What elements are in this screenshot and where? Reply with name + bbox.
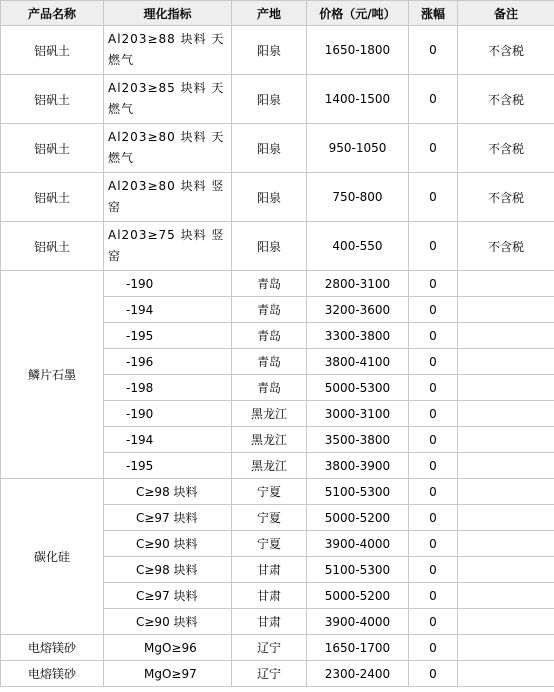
table-row (1, 635, 554, 661)
spec-cell: C≥90 块料 (104, 609, 232, 635)
change-cell: 0 (409, 505, 458, 531)
note-cell (458, 531, 554, 557)
price-cell: 2800-3100 (307, 271, 409, 297)
origin-cell: 阳泉 (232, 26, 307, 75)
spec-cell: Al203≥80 块料 竖窑 (104, 173, 232, 222)
change-cell: 0 (409, 479, 458, 505)
origin-cell: 黑龙江 (232, 453, 307, 479)
spec-cell: Al203≥80 块料 天燃气 (104, 124, 232, 173)
spec-cell: -194 (104, 427, 232, 453)
price-cell: 1650-1700 (307, 635, 409, 661)
note-cell (458, 453, 554, 479)
note-cell (458, 323, 554, 349)
note-cell (458, 271, 554, 297)
header-note: 备注 (458, 1, 554, 26)
price-cell: 3800-3900 (307, 453, 409, 479)
table-row (1, 661, 554, 687)
origin-cell: 黑龙江 (232, 401, 307, 427)
spec-cell: C≥98 块料 (104, 479, 232, 505)
spec-cell: -190 (104, 401, 232, 427)
table-row (1, 271, 554, 297)
note-cell (458, 583, 554, 609)
spec-cell: C≥97 块料 (104, 505, 232, 531)
change-cell: 0 (409, 124, 458, 173)
table-row (1, 173, 554, 222)
note-cell: 不含税 (458, 173, 554, 222)
table-row (1, 479, 554, 505)
price-cell: 3200-3600 (307, 297, 409, 323)
change-cell: 0 (409, 531, 458, 557)
change-cell: 0 (409, 635, 458, 661)
note-cell (458, 479, 554, 505)
spec-cell: -198 (104, 375, 232, 401)
note-cell: 不含税 (458, 75, 554, 124)
change-cell: 0 (409, 323, 458, 349)
product-name-cell: 电熔镁砂 (1, 661, 104, 687)
price-cell: 3900-4000 (307, 531, 409, 557)
price-cell: 5100-5300 (307, 479, 409, 505)
origin-cell: 甘肃 (232, 557, 307, 583)
header-row (1, 1, 554, 26)
change-cell: 0 (409, 26, 458, 75)
origin-cell: 甘肃 (232, 609, 307, 635)
price-cell: 1650-1800 (307, 26, 409, 75)
origin-cell: 宁夏 (232, 531, 307, 557)
table-row (1, 124, 554, 173)
spec-cell: C≥98 块料 (104, 557, 232, 583)
change-cell: 0 (409, 222, 458, 271)
header-origin: 产地 (232, 1, 307, 26)
note-cell: 不含税 (458, 26, 554, 75)
price-cell: 5000-5200 (307, 583, 409, 609)
origin-cell: 阳泉 (232, 75, 307, 124)
price-cell: 5100-5300 (307, 557, 409, 583)
spec-cell: -194 (104, 297, 232, 323)
product-name-cell: 电熔镁砂 (1, 635, 104, 661)
spec-cell: -195 (104, 323, 232, 349)
header-spec: 理化指标 (104, 1, 232, 26)
origin-cell: 青岛 (232, 375, 307, 401)
price-cell: 5000-5200 (307, 505, 409, 531)
change-cell: 0 (409, 271, 458, 297)
change-cell: 0 (409, 349, 458, 375)
spec-cell: Al203≥88 块料 天燃气 (104, 26, 232, 75)
price-cell: 3900-4000 (307, 609, 409, 635)
change-cell: 0 (409, 297, 458, 323)
price-cell: 750-800 (307, 173, 409, 222)
note-cell: 不含税 (458, 124, 554, 173)
spec-cell: C≥90 块料 (104, 531, 232, 557)
spec-cell: MgO≥96 (104, 635, 232, 661)
spec-cell: C≥97 块料 (104, 583, 232, 609)
table-row (1, 222, 554, 271)
note-cell (458, 349, 554, 375)
product-name-cell: 铝矾土 (1, 124, 104, 173)
note-cell (458, 505, 554, 531)
change-cell: 0 (409, 75, 458, 124)
change-cell: 0 (409, 661, 458, 687)
header-change: 涨幅 (409, 1, 458, 26)
origin-cell: 阳泉 (232, 173, 307, 222)
product-name-cell: 铝矾土 (1, 173, 104, 222)
change-cell: 0 (409, 583, 458, 609)
origin-cell: 青岛 (232, 297, 307, 323)
product-name-cell: 碳化硅 (1, 479, 104, 635)
change-cell: 0 (409, 557, 458, 583)
origin-cell: 宁夏 (232, 479, 307, 505)
note-cell (458, 375, 554, 401)
origin-cell: 黑龙江 (232, 427, 307, 453)
change-cell: 0 (409, 401, 458, 427)
note-cell (458, 401, 554, 427)
spec-cell: Al203≥85 块料 天燃气 (104, 75, 232, 124)
price-cell: 1400-1500 (307, 75, 409, 124)
change-cell: 0 (409, 173, 458, 222)
change-cell: 0 (409, 609, 458, 635)
origin-cell: 青岛 (232, 349, 307, 375)
note-cell (458, 427, 554, 453)
spec-cell: -196 (104, 349, 232, 375)
spec-cell: MgO≥97 (104, 661, 232, 687)
product-name-cell: 鳞片石墨 (1, 271, 104, 479)
price-cell: 3300-3800 (307, 323, 409, 349)
spec-cell: -190 (104, 271, 232, 297)
origin-cell: 辽宁 (232, 661, 307, 687)
price-cell: 400-550 (307, 222, 409, 271)
price-cell: 5000-5300 (307, 375, 409, 401)
note-cell (458, 297, 554, 323)
price-cell: 3800-4100 (307, 349, 409, 375)
product-name-cell: 铝矾土 (1, 75, 104, 124)
note-cell (458, 661, 554, 687)
price-cell: 2300-2400 (307, 661, 409, 687)
product-name-cell: 铝矾土 (1, 26, 104, 75)
origin-cell: 甘肃 (232, 583, 307, 609)
change-cell: 0 (409, 453, 458, 479)
origin-cell: 阳泉 (232, 222, 307, 271)
table-row (1, 26, 554, 75)
note-cell (458, 557, 554, 583)
origin-cell: 阳泉 (232, 124, 307, 173)
price-cell: 3000-3100 (307, 401, 409, 427)
header-price: 价格（元/吨） (307, 1, 409, 26)
origin-cell: 宁夏 (232, 505, 307, 531)
price-cell: 3500-3800 (307, 427, 409, 453)
header-product-name: 产品名称 (1, 1, 104, 26)
table-row (1, 75, 554, 124)
note-cell (458, 635, 554, 661)
spec-cell: -195 (104, 453, 232, 479)
origin-cell: 青岛 (232, 323, 307, 349)
note-cell: 不含税 (458, 222, 554, 271)
origin-cell: 青岛 (232, 271, 307, 297)
note-cell (458, 609, 554, 635)
spec-cell: Al203≥75 块料 竖窑 (104, 222, 232, 271)
product-name-cell: 铝矾土 (1, 222, 104, 271)
origin-cell: 辽宁 (232, 635, 307, 661)
price-cell: 950-1050 (307, 124, 409, 173)
change-cell: 0 (409, 427, 458, 453)
change-cell: 0 (409, 375, 458, 401)
